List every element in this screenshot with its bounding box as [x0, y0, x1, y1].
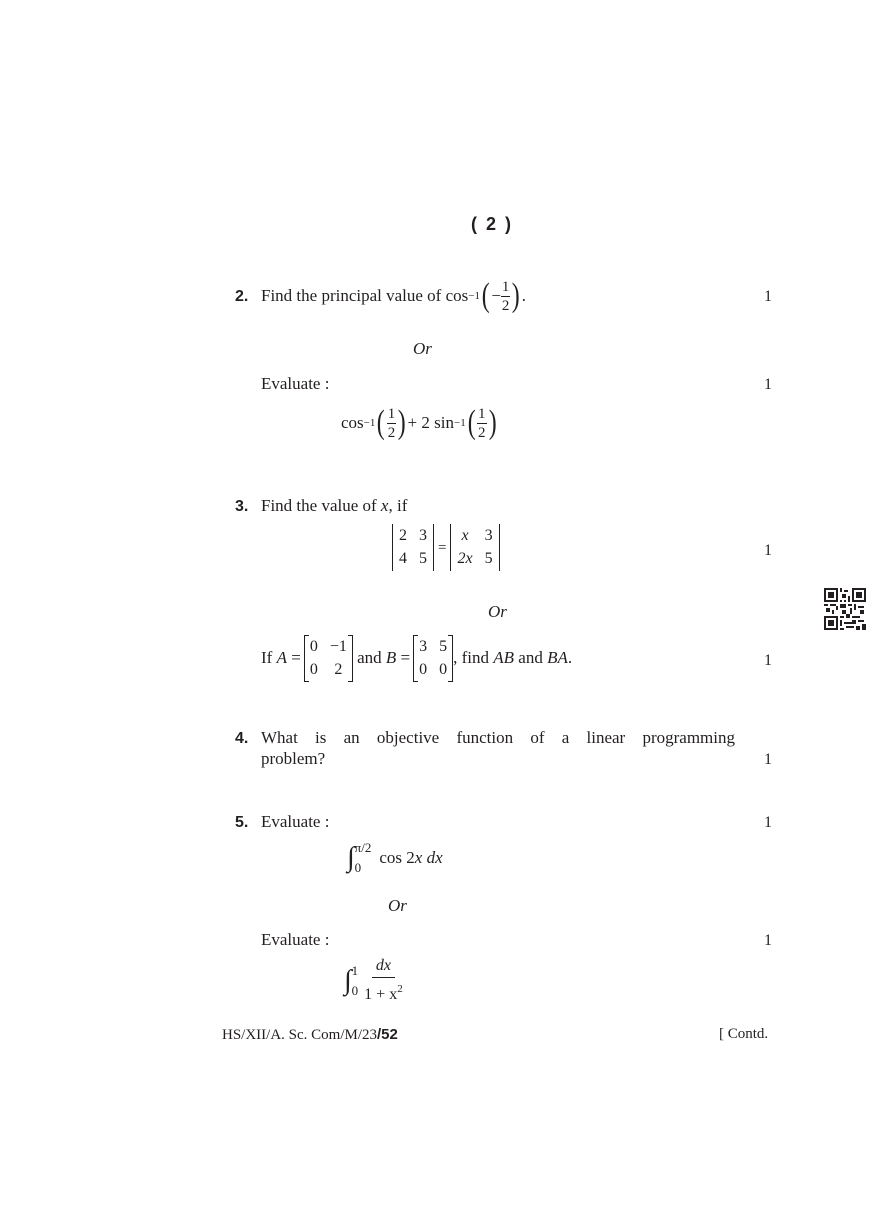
q3-equals: = [438, 539, 447, 556]
q5-upper: π/2 [354, 840, 372, 855]
q3-dr-12: 3 [484, 527, 493, 544]
q2a-sup1: −1 [363, 417, 376, 429]
question-2-alt-expression [341, 401, 498, 445]
q3a-b22: 0 [439, 660, 448, 678]
q3a-AB: AB [493, 648, 515, 667]
question-2-or: Or [413, 339, 432, 358]
footer-code-bold: /52 [377, 1026, 398, 1043]
question-4-number: 4. [235, 730, 249, 747]
question-2-marks: 1 [764, 288, 772, 305]
q2a-f2-num: 1 [478, 405, 486, 422]
question-3-text [261, 496, 407, 516]
q3a-find: , find [453, 648, 490, 667]
question-4-line-1: What is an objective function of a linear programming [261, 728, 735, 747]
q3a-matrix-A [304, 635, 353, 682]
q3a-B: B [385, 648, 397, 667]
q3-determinant-left [392, 524, 434, 571]
q3-dl-12: 3 [419, 527, 427, 544]
q3-determinant-right [450, 524, 499, 571]
question-5-or: Or [388, 896, 407, 915]
q3a-a22: 2 [334, 660, 343, 678]
q2a-paren-l2: ( [467, 404, 476, 441]
question-2-text [261, 274, 526, 318]
q2a-fraction-2 [477, 406, 487, 441]
q3-dr-21: 2x [457, 550, 473, 567]
q3-dr-11: x [461, 527, 469, 544]
q5-integral-sign: ∫ [347, 842, 355, 873]
q2a-f1-num: 1 [387, 405, 396, 422]
question-3-number: 3. [235, 498, 249, 515]
q3a-and2: and [518, 648, 543, 667]
question-3-or: Or [488, 602, 507, 621]
q3a-and: and [357, 648, 382, 667]
q3-dl-11: 2 [399, 527, 407, 544]
q5-var: x [414, 848, 423, 867]
question-4-line-2: problem? [261, 749, 326, 768]
q5a-upper: 1 [351, 962, 359, 978]
footer-code [222, 1026, 398, 1044]
question-5-alt-integral [344, 957, 405, 1004]
q5-body: cos 2 [379, 848, 415, 867]
q2a-paren-r1: ) [397, 404, 406, 441]
q5a-integral-sign: ∫ [344, 964, 352, 996]
q3a-if: If [261, 648, 273, 667]
question-3-alt-marks: 1 [764, 652, 772, 669]
q5a-den-text: 1 + x [364, 986, 398, 1003]
question-2-alt-marks: 1 [764, 376, 772, 393]
q5a-den [362, 978, 405, 1004]
footer-code-text: HS/XII/A. Sc. Com/M/23 [222, 1027, 378, 1043]
question-5-marks: 1 [764, 814, 772, 831]
q3a-a12: −1 [329, 637, 347, 655]
footer-contd: [ Contd. [719, 1026, 769, 1042]
q3a-eq1: = [291, 648, 301, 667]
q2-sign: − [491, 286, 501, 305]
q2-text: Find the principal value of cos [261, 286, 469, 305]
q3-text-a: Find the value of [261, 496, 381, 515]
question-5-alt-label: Evaluate : [261, 930, 330, 949]
q5a-fraction [362, 957, 405, 1004]
question-3-equation [392, 524, 500, 571]
question-2-number: 2. [235, 288, 249, 305]
q2a-cos: cos [341, 413, 364, 432]
q3a-A: A [276, 648, 287, 667]
question-3-marks: 1 [764, 542, 772, 559]
q2-frac-num: 1 [501, 278, 510, 295]
q3-dl-22: 5 [419, 550, 427, 567]
q2a-f1-den: 2 [387, 424, 396, 441]
q2-frac-den: 2 [501, 297, 510, 314]
q3-dl-21: 4 [399, 550, 407, 567]
question-5-integral [347, 841, 443, 875]
question-3-alt [261, 634, 572, 682]
q3a-b12: 5 [439, 637, 448, 655]
q2a-plus-sin: + 2 sin [407, 413, 454, 432]
q5a-limits [352, 964, 359, 998]
q5-limits [355, 841, 372, 875]
q2-end: . [521, 286, 526, 305]
q3-dr-22: 5 [484, 550, 493, 567]
question-5-label: Evaluate : [261, 812, 330, 831]
q3-var: x [380, 496, 389, 515]
q2a-sup2: −1 [453, 417, 466, 429]
q3a-a11: 0 [309, 637, 318, 655]
q3a-BA: BA [547, 648, 568, 667]
q5-lower: 0 [354, 860, 362, 875]
q2a-fraction-1 [387, 406, 397, 441]
q2-fraction [501, 279, 511, 314]
q3a-b11: 3 [419, 637, 428, 655]
q3a-a21: 0 [309, 660, 318, 678]
q2a-paren-l1: ( [377, 404, 386, 441]
question-5-number: 5. [235, 814, 249, 831]
q3a-eq2: = [400, 648, 411, 667]
q2-paren-right: ) [512, 277, 521, 314]
question-4-marks: 1 [764, 751, 772, 768]
question-5-alt-marks: 1 [764, 932, 772, 949]
q2a-paren-r2: ) [488, 404, 497, 441]
question-2-alt-label: Evaluate : [261, 374, 330, 393]
q3a-matrix-B [413, 635, 453, 682]
q2-paren-left: ( [481, 277, 490, 314]
q2a-f2-den: 2 [478, 424, 486, 441]
q3a-end: . [567, 648, 573, 667]
q5a-den-sup: 2 [397, 983, 403, 995]
q3-text-b: , if [388, 496, 408, 515]
page-number: ( 2 ) [471, 214, 514, 234]
q5a-lower: 0 [351, 982, 359, 998]
qr-code-icon [824, 588, 866, 630]
q2-sup: −1 [468, 290, 480, 302]
q5a-num: dx [372, 957, 395, 978]
q3a-b21: 0 [419, 660, 428, 678]
q5-dx: dx [426, 848, 443, 867]
